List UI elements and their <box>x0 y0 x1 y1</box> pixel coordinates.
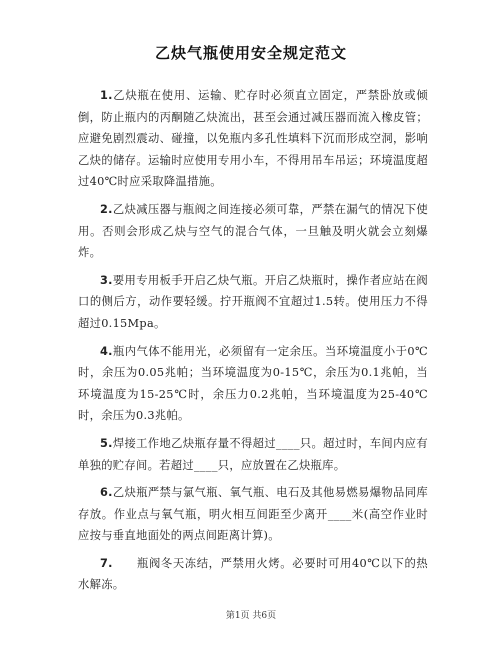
paragraph-text: 乙炔瓶严禁与氯气瓶、氧气瓶、电石及其他易燃易爆物品同库存放。作业点与氧气瓶，明火相互间距至少离开____米(高空作业时应按与垂直地面处的两点间距离计算)。 <box>78 486 428 543</box>
paragraph-7 <box>78 553 428 596</box>
paragraph-text: 瓶内气体不能用光，必须留有一定余压。当环境温度小于0℃时，余压为0.05兆帕；当环境温度为0-15℃，余压为0.1兆帕，当环境温度为15-25℃时，余压力0.2兆帕，当环境温度为25-40℃时，余压为0.3兆帕。 <box>78 344 428 423</box>
paragraph-4 <box>78 341 428 427</box>
paragraph-text: 要用专用板手开启乙炔气瓶。开启乙炔瓶时，操作者应站在阀口的侧后方，动作要轻缓。拧开瓶阀不宜超过1.5转。使用压力不得超过0.15Mpa。 <box>78 273 428 330</box>
paragraph-number: 1. <box>100 89 113 102</box>
page-footer: 第1页 共6页 <box>225 611 277 621</box>
paragraph-5 <box>78 433 428 476</box>
paragraph-number: 3. <box>100 273 113 287</box>
paragraph-text: 瓶阀冬天冻结，严禁用火烤。必要时可用40℃以下的热水解冻。 <box>78 556 428 592</box>
paragraph-6 <box>78 482 428 547</box>
document-body <box>78 85 428 602</box>
paragraph-1 <box>78 85 428 193</box>
paragraph-number: 2. <box>100 202 113 216</box>
paragraph-2 <box>78 199 428 264</box>
paragraph-text: 乙炔瓶在使用、运输、贮存时必须直立固定，严禁卧放或倾倒，防止瓶内的丙酮随乙炔流出，甚至会通过减压器而流入橡皮管；应避免剧烈震动、碰撞，以免瓶内多孔性填料下沉而形成空洞，影响乙炔的储存。运输时应使用专用小车，不得用吊车吊运；环境温度超过40℃时应采取降温措施。 <box>78 89 428 189</box>
paragraph-number: 6. <box>100 486 113 500</box>
paragraph-number: 5. <box>100 436 113 450</box>
paragraph-number: 4. <box>100 344 113 358</box>
paragraph-text: 焊接工作地乙炔瓶存量不得超过____只。超过时，车间内应有单独的贮存间。若超过____只，应放置在乙炔瓶库。 <box>78 436 428 472</box>
paragraph-3 <box>78 270 428 335</box>
document-title: 乙炔气瓶使用安全规定范文 <box>154 44 347 62</box>
paragraph-number: 7. <box>100 556 113 570</box>
paragraph-text: 乙炔减压器与瓶阀之间连接必须可靠，严禁在漏气的情况下使用。否则会形成乙炔与空气的混合气体，一旦触及明火就会立刻爆炸。 <box>78 202 428 260</box>
